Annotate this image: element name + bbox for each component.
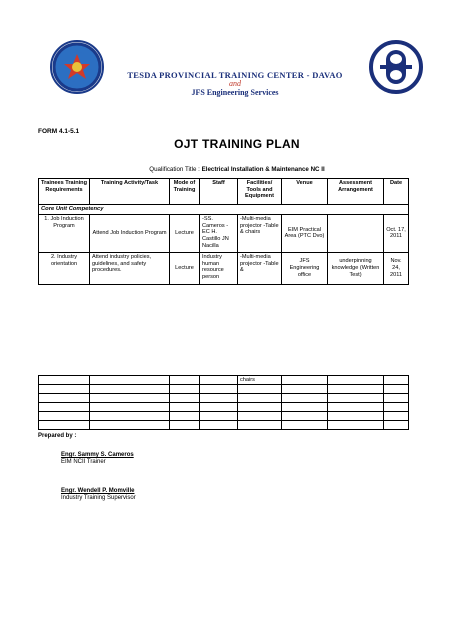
- signatory-name: Engr. Sammy S. Cameros: [61, 452, 134, 458]
- qualification-label: Qualification Title :: [149, 166, 200, 173]
- header-center-name: TESDA PROVINCIAL TRAINING CENTER - DAVAO: [127, 70, 343, 80]
- table-row: [39, 421, 409, 430]
- table-row: [39, 214, 409, 252]
- col-header-date: Date: [384, 179, 409, 205]
- col-header-facilities: Facilities/ Tools and Equipment: [238, 179, 282, 205]
- cell-activity: Attend Job Induction Program: [90, 214, 170, 252]
- cell-staff: -SS. Cameros -EC H. Castillo JN Nacilla: [200, 214, 238, 252]
- jfs-engineering-logo: [369, 40, 423, 94]
- table-row: [39, 412, 409, 421]
- tesda-seal-logo: [50, 40, 104, 94]
- cell-facilities: chairs: [238, 376, 282, 385]
- continuation-table: [38, 375, 409, 430]
- col-header-activity: Training Activity/Task: [90, 179, 170, 205]
- col-header-venue: Venue: [282, 179, 328, 205]
- section-row: [39, 205, 409, 215]
- table-header-row: [39, 179, 409, 205]
- col-header-mode: Mode of Training: [170, 179, 200, 205]
- form-number: FORM 4.1-5.1: [38, 128, 80, 135]
- signatory-role: Industry Training Supervisor: [61, 495, 136, 501]
- table-row: [39, 252, 409, 284]
- cell-activity: Attend industry policies, guidelines, and safety procedures.: [90, 252, 170, 284]
- signatory-name: Engr. Wendell P. Momville: [61, 488, 135, 494]
- qualification-title: [0, 166, 474, 173]
- cell-date: Oct. 17, 2011: [384, 214, 409, 252]
- cell-date: Nov. 24, 2011: [384, 252, 409, 284]
- cell-assessment: underpinning knowledge (Written Test): [328, 252, 384, 284]
- qualification-value: Electrical Installation & Maintenance NC II: [201, 166, 325, 173]
- table-row: [39, 403, 409, 412]
- training-plan-table: [38, 178, 409, 285]
- cell-venue: EIM Practical Area (PTC Dvo): [282, 214, 328, 252]
- cell-requirement: 2. Industry orientation: [39, 252, 90, 284]
- col-header-assessment: Assessment Arrangement: [328, 179, 384, 205]
- table-row: [39, 394, 409, 403]
- header-and: and: [229, 79, 241, 88]
- table-row: [39, 376, 409, 385]
- cell-venue: JFS Engineering office: [282, 252, 328, 284]
- header-company-name: JFS Engineering Services: [191, 88, 279, 97]
- cell-mode: Lecture: [170, 214, 200, 252]
- table-row: [39, 385, 409, 394]
- page-title: OJT TRAINING PLAN: [174, 137, 300, 151]
- col-header-requirements: Trainees Training Requirements: [39, 179, 90, 205]
- prepared-by-label: Prepared by :: [38, 433, 77, 439]
- section-label: Core Unit Competency: [39, 205, 409, 215]
- signatory-supervisor: [61, 488, 136, 501]
- cell-mode: Lecture: [170, 252, 200, 284]
- col-header-staff: Staff: [200, 179, 238, 205]
- cell-staff: Industry human resource person: [200, 252, 238, 284]
- cell-assessment: [328, 214, 384, 252]
- signatory-role: EIM NCII Trainer: [61, 459, 106, 465]
- signatory-trainer: [61, 452, 134, 465]
- cell-facilities: -Multi-media projector -Table & chairs: [238, 214, 282, 252]
- cell-facilities: -Multi-media projector -Table &: [238, 252, 282, 284]
- cell-requirement: 1. Job Induction Program: [39, 214, 90, 252]
